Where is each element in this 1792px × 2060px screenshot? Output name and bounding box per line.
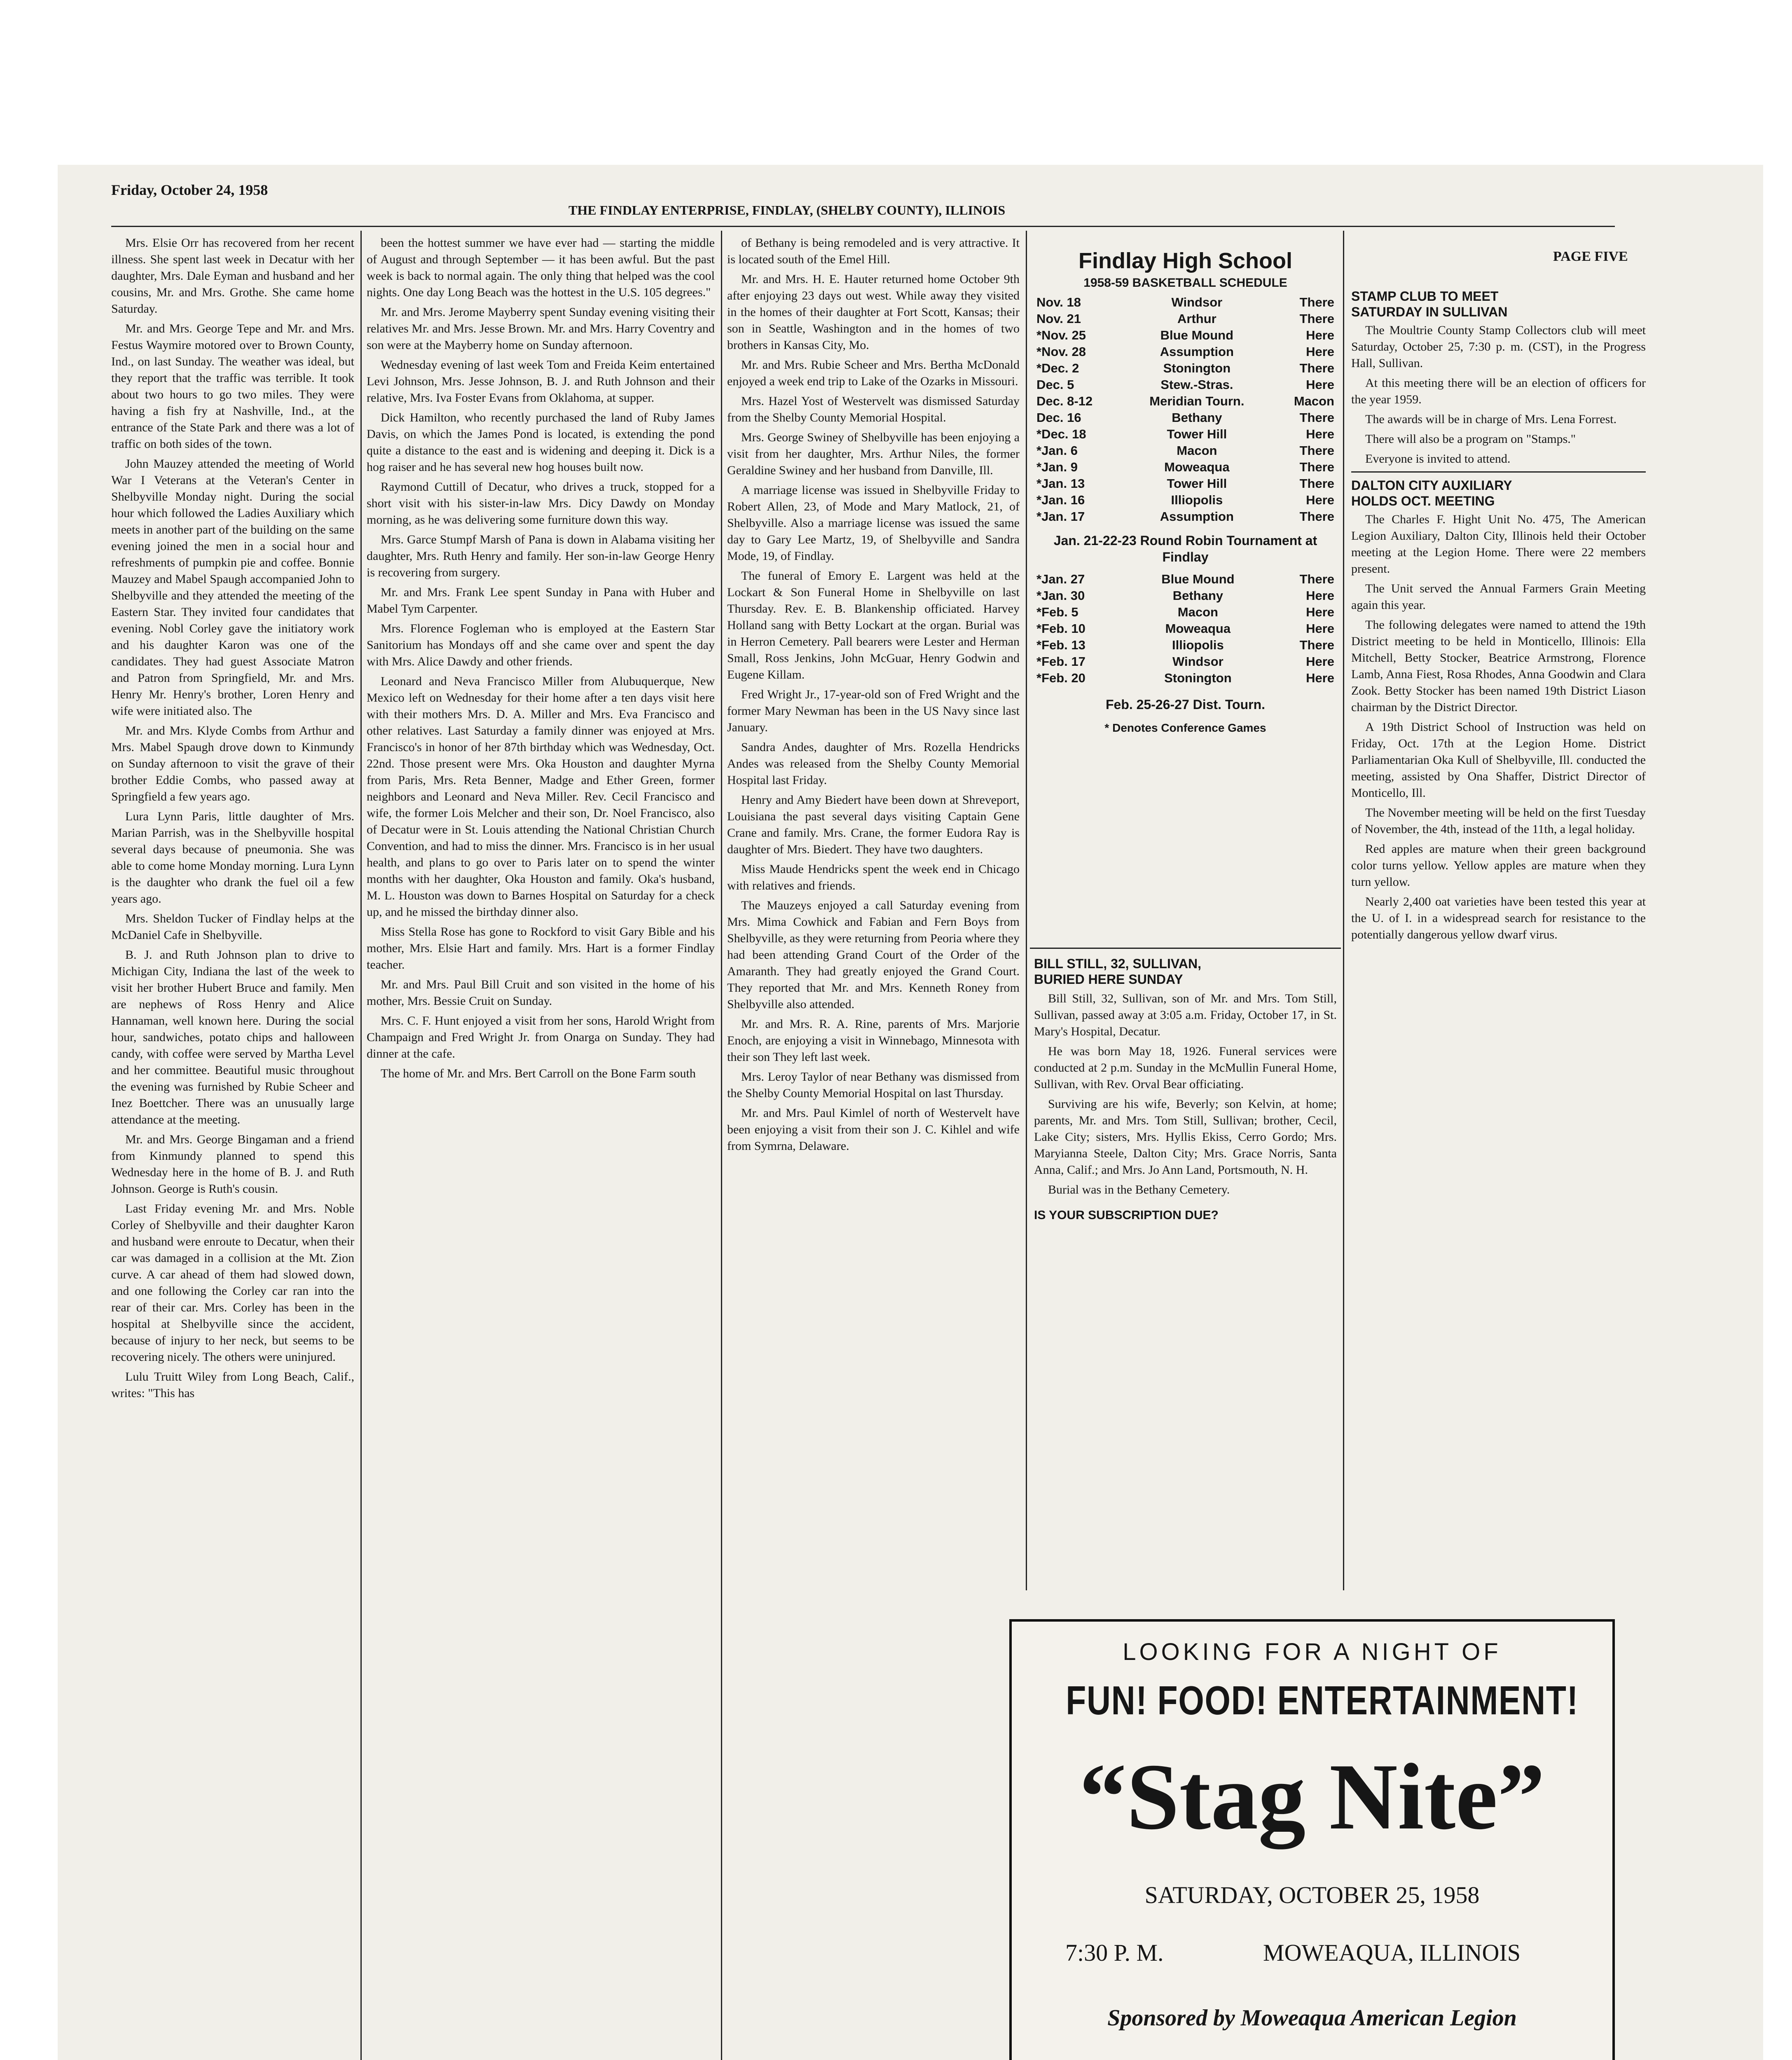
news-item: Mr. and Mrs. George Bingaman and a friend from Kinmundy planned to spend this Wednesday here in the home of B. J. and Ruth Johnson. George is Ruth's cousin. bbox=[111, 1133, 354, 1196]
schedule-opponent: Moweaqua bbox=[1165, 621, 1231, 636]
news-item: Leonard and Neva Francisco Miller from Alubuquerque, New Mexico left on Wednesday for their home after a ten days visit here with their mothers Mrs. D. A. Miller and Mrs. Eva Francisco and other relatives. Last Saturday a family dinner was enjoyed at Mrs. Francisco's in honor of her 87th birthday which was Wednesday, Oct. 22nd. Those present were Mrs. Oka Houston and daughter Myrna from Paris, Mrs. Reta Benner, Madge and Ether Green, former neighbors and Leonard and Neva Miller. Rev. Cecil Francisco and wife, the former Lois Melcher and their son, Dr. Noel Francisco, also of Decatur were in St. Louis attending the National Christian Church Convention, and had to miss the dinner. Mrs. Francisco is in her usual health, and plans to go over to Paris later on to spend the winter months with her daughter, Oka Houston and family. Oka's husband, M. L. Houston was down to Barnes Hospital on Saturday for a check up, and he missed the birthday dinner also. bbox=[367, 674, 715, 919]
schedule-opponent: Windsor bbox=[1171, 295, 1223, 309]
schedule-title: Findlay High School bbox=[1078, 248, 1292, 273]
schedule-location: There bbox=[1299, 476, 1334, 491]
schedule-date: Dec. 16 bbox=[1036, 410, 1081, 425]
news-item: The November meeting will be held on the first Tuesday of November, the 4th, instead of the 11th, a legal holiday. bbox=[1351, 806, 1646, 836]
news-item: Last Friday evening Mr. and Mrs. Noble Corley of Shelbyville and their daughter Karon and husband were enroute to Decatur, when their car was damaged in a collision at the Mt. Zion curve. A car ahead of them had slowed down, and one following the Corley car ran into the rear of their car. Mrs. Corley has been in the hospital at Shelbyville since the accident, because of injury to her neck, but seems to be recovering nicely. The others were uninjured. bbox=[111, 1202, 354, 1364]
subscription-due-notice: IS YOUR SUBSCRIPTION DUE? bbox=[1034, 1208, 1219, 1222]
news-item: of Bethany is being remodeled and is very attractive. It is located south of the Emel Hill. bbox=[727, 236, 1020, 266]
schedule-opponent: Tower Hill bbox=[1167, 476, 1227, 491]
news-item: Miss Stella Rose has gone to Rockford to visit Gary Bible and his mother, Mrs. Elsie Hart and family. Mrs. Hart is a former Findlay teacher. bbox=[367, 925, 715, 971]
schedule-date: Nov. 21 bbox=[1036, 311, 1081, 326]
schedule-date: *Feb. 10 bbox=[1036, 621, 1085, 636]
schedule-opponent: Assumption bbox=[1160, 344, 1234, 359]
schedule-date: Dec. 8-12 bbox=[1036, 394, 1093, 408]
news-column-2 bbox=[367, 235, 715, 2060]
news-item: Fred Wright Jr., 17-year-old son of Fred Wright and the former Mary Newman has been in the US Navy since last January. bbox=[727, 688, 1020, 734]
news-item: Mr. and Mrs. H. E. Hauter returned home October 9th after enjoying 23 days out west. While away they visited in the homes of their daughter at Fort Scott, Kansas; their son in Seattle, Washington and in the homes of two brothers in Kansas City, Mo. bbox=[727, 272, 1020, 352]
schedule-location: Here bbox=[1306, 621, 1334, 636]
news-column-5 bbox=[1351, 288, 1646, 1594]
column-rule-4 bbox=[1343, 231, 1344, 1590]
schedule-row bbox=[1034, 311, 1337, 327]
schedule-location: Here bbox=[1306, 427, 1334, 441]
column-rule-1 bbox=[360, 231, 362, 2060]
schedule-table-1 bbox=[1034, 294, 1337, 525]
schedule-location: There bbox=[1299, 361, 1334, 375]
schedule-opponent: Blue Mound bbox=[1161, 572, 1235, 586]
schedule-date: *Nov. 28 bbox=[1036, 344, 1086, 359]
schedule-location: There bbox=[1299, 638, 1334, 652]
news-item: Raymond Cuttill of Decatur, who drives a truck, stopped for a short visit with his sister-in-law Mrs. Dicy Dawdy on Monday morning, as he was delivering some furniture down this way. bbox=[367, 480, 715, 527]
news-item: Mr. and Mrs. Paul Bill Cruit and son visited in the home of his mother, Mrs. Bessie Cruit on Sunday. bbox=[367, 978, 715, 1008]
schedule-opponent: Bethany bbox=[1172, 410, 1222, 425]
schedule-location: Here bbox=[1306, 328, 1334, 342]
schedule-opponent: Stew.-Stras. bbox=[1160, 377, 1233, 392]
news-item: The following delegates were named to attend the 19th District meeting to be held in Monticello, Illinois: Ella Mitchell, Betty Stocker, Beatrice Armstrong, Florence Lamb, Anna Fiest, Rosa Rhodes, Anna Goodwin and Clara Zook. Betty Stocker has been named 19th District Liason chairman by the District Director. bbox=[1351, 618, 1646, 714]
schedule-row bbox=[1034, 508, 1337, 525]
schedule-opponent: Assumption bbox=[1160, 509, 1234, 524]
news-item: He was born May 18, 1926. Funeral services were conducted at 2 p.m. Sunday in the McMullin Funeral Home, Sullivan, with Rev. Orval Bear officiating. bbox=[1034, 1044, 1337, 1091]
issue-date: Friday, October 24, 1958 bbox=[111, 182, 268, 198]
news-item: Mrs. Hazel Yost of Westervelt was dismissed Saturday from the Shelby County Memorial Hospital. bbox=[727, 394, 1020, 424]
schedule-location: Here bbox=[1306, 654, 1334, 669]
news-item: Surviving are his wife, Beverly; son Kelvin, at home; parents, Mr. and Mrs. Tom Still, Sullivan; brother, Cecil, Lake City; sisters, Mrs. Hyllis Ekiss, Cerro Gordo; Mrs. Maryianna Steele, Dalton City; Mrs. Grace Norris, Santa Anna, Calif.; and Mrs. Jo Ann Land, Portsmouth, N. H. bbox=[1034, 1097, 1337, 1177]
schedule-location: There bbox=[1299, 443, 1334, 458]
news-item: The Unit served the Annual Farmers Grain Meeting again this year. bbox=[1351, 582, 1646, 612]
dalton-subheading: HOLDS OCT. MEETING bbox=[1351, 494, 1495, 508]
event-date: SATURDAY, OCTOBER 25, 1958 bbox=[1144, 1882, 1480, 1908]
schedule-location: Here bbox=[1306, 344, 1334, 359]
obituary-subheading: BURIED HERE SUNDAY bbox=[1034, 972, 1183, 987]
schedule-date: *Jan. 17 bbox=[1036, 509, 1085, 524]
news-item: Nearly 2,400 oat varieties have been tested this year at the U. of I. in a widespread search for resistance to the potentially dangerous yellow dwarf virus. bbox=[1351, 895, 1646, 941]
district-tourney-note: Feb. 25-26-27 Dist. Tourn. bbox=[1105, 697, 1266, 712]
schedule-location: Macon bbox=[1294, 394, 1334, 408]
news-item: A marriage license was issued in Shelbyville Friday to Robert Allen, 23, of Mode and Mary Matlock, 21, of Shelbyville. Also a marriage license was issued the same day to Gary Lee Martz, 19, of Shelbyville and Sandra Mode, 19, of Findlay. bbox=[727, 483, 1020, 563]
newspaper-title: THE FINDLAY ENTERPRISE, FINDLAY, (SHELBY COUNTY), ILLINOIS bbox=[568, 203, 1006, 218]
news-item: Mrs. C. F. Hunt enjoyed a visit from her sons, Harold Wright from Champaign and Fred Wright Jr. from Onarga on Sunday. They had dinner at the cafe. bbox=[367, 1014, 715, 1060]
schedule-location: There bbox=[1299, 509, 1334, 524]
news-item: Sandra Andes, daughter of Mrs. Rozella Hendricks Andes was released from the Shelby County Memorial Hospital last Friday. bbox=[727, 740, 1020, 787]
schedule-row bbox=[1034, 492, 1337, 508]
column-rule-3 bbox=[1026, 231, 1027, 1590]
schedule-row bbox=[1034, 604, 1337, 620]
schedule-row bbox=[1034, 294, 1337, 311]
schedule-opponent: Tower Hill bbox=[1167, 427, 1227, 441]
schedule-row bbox=[1034, 410, 1337, 426]
schedule-location: There bbox=[1299, 410, 1334, 425]
round-robin-note: Jan. 21-22-23 Round Robin Tournament at Findlay bbox=[1053, 533, 1317, 564]
news-item: Mr. and Mrs. R. A. Rine, parents of Mrs. Marjorie Enoch, are enjoying a visit in Winnebago, Minnesota with their son They left last week. bbox=[727, 1017, 1020, 1064]
schedule-bottom-rule bbox=[1030, 948, 1341, 949]
news-item: Mr. and Mrs. Frank Lee spent Sunday in Pana with Huber and Mabel Tym Carpenter. bbox=[367, 585, 715, 616]
schedule-opponent: Arthur bbox=[1177, 311, 1217, 326]
news-item: A 19th District School of Instruction was held on Friday, Oct. 17th at the Legion Home. District Parliamentarian Oka Kull of Shelbyville, Ill. conducted the meeting, assisted by Ona Shaffer, District Director of Monticello, Ill. bbox=[1351, 720, 1646, 800]
schedule-location: There bbox=[1299, 295, 1334, 309]
schedule-row bbox=[1034, 393, 1337, 410]
schedule-date: *Feb. 20 bbox=[1036, 671, 1085, 685]
column-rule-2 bbox=[721, 231, 722, 2060]
news-item: Lura Lynn Paris, little daughter of Mrs. Marian Parrish, was in the Shelbyville hospital several days because of pneumonia. She was able to come home Monday morning. Lura Lynn is the daughter who drank the fuel oil a few years ago. bbox=[111, 810, 354, 906]
news-item: Mrs. Elsie Orr has recovered from her recent illness. She spent last week in Decatur with her daughter, Mrs. Dale Eyman and husband and her cousins, Mr. and Mrs. Grothe. She came home Saturday. bbox=[111, 236, 354, 316]
news-item: Mrs. George Swiney of Shelbyville has been enjoying a visit from her daughter, Mrs. Arthur Niles, the former Geraldine Swiney and her husband from Danville, Ill. bbox=[727, 431, 1020, 477]
news-item: Miss Maude Hendricks spent the week end in Chicago with relatives and friends. bbox=[727, 862, 1020, 892]
ad-lead-line: LOOKING FOR A NIGHT OF bbox=[1123, 1639, 1502, 1665]
schedule-row bbox=[1034, 360, 1337, 377]
schedule-opponent: Stonington bbox=[1163, 361, 1231, 375]
news-item: been the hottest summer we have ever had — starting the middle of August and through September — it has been awful. But the past week is back to normal again. The only thing that helped was the cool nights. One day Long Beach was the hottest in the U.S. 105 degrees." bbox=[367, 236, 715, 299]
news-item: Mrs. Sheldon Tucker of Findlay helps at the McDaniel Cafe in Shelbyville. bbox=[111, 912, 354, 942]
schedule-opponent: Meridian Tourn. bbox=[1149, 394, 1245, 408]
schedule-opponent: Illiopolis bbox=[1172, 638, 1224, 652]
ad-fun-food-line: FUN! FOOD! ENTERTAINMENT! bbox=[1066, 1678, 1579, 1723]
schedule-location: There bbox=[1299, 311, 1334, 326]
schedule-row bbox=[1034, 588, 1337, 604]
dalton-heading: DALTON CITY AUXILIARY bbox=[1351, 478, 1512, 493]
event-time: 7:30 P. M. bbox=[1065, 1939, 1164, 1966]
still-obituary bbox=[1034, 956, 1337, 1590]
schedule-date: *Feb. 13 bbox=[1036, 638, 1085, 652]
schedule-date: *Jan. 6 bbox=[1036, 443, 1078, 458]
schedule-row bbox=[1034, 653, 1337, 670]
schedule-row bbox=[1034, 344, 1337, 360]
schedule-table-2 bbox=[1034, 571, 1337, 686]
schedule-date: *Jan. 13 bbox=[1036, 476, 1085, 491]
schedule-row bbox=[1034, 670, 1337, 686]
news-item: Henry and Amy Biedert have been down at Shreveport, Louisiana the past several days visiting Captain Gene Crane and family. Mrs. Crane, the former Eudora Ray is daughter of Mrs. Biedert. They have two daughters. bbox=[727, 793, 1020, 856]
news-item: Mrs. Garce Stumpf Marsh of Pana is down in Alabama visiting her daughter, Mrs. Ruth Henry and family. Her son-in-law George Henry is recovering from surgery. bbox=[367, 533, 715, 579]
news-item: The home of Mr. and Mrs. Bert Carroll on the Bone Farm south bbox=[381, 1067, 696, 1080]
schedule-date: Nov. 18 bbox=[1036, 295, 1081, 309]
news-item: Mr. and Mrs. Jerome Mayberry spent Sunday evening visiting their relatives Mr. and Mrs. Jesse Brown. Mr. and Mrs. Harry Coventry and son were at the Mayberry home on Sunday afternoon. bbox=[367, 305, 715, 352]
schedule-opponent: Moweaqua bbox=[1164, 460, 1230, 474]
schedule-opponent: Bethany bbox=[1172, 588, 1224, 603]
schedule-date: Dec. 5 bbox=[1036, 377, 1074, 392]
news-item: Mr. and Mrs. Paul Kimlel of north of Westervelt have been enjoying a visit from their son J. C. Kihlel and wife from Symrna, Delaware. bbox=[727, 1106, 1020, 1153]
schedule-date: *Dec. 2 bbox=[1036, 361, 1079, 375]
schedule-row bbox=[1034, 475, 1337, 492]
schedule-date: *Jan. 30 bbox=[1036, 588, 1085, 603]
news-item: Mrs. Leroy Taylor of near Bethany was dismissed from the Shelby County Memorial Hospital on last Thursday. bbox=[727, 1070, 1020, 1100]
schedule-row bbox=[1034, 571, 1337, 588]
schedule-opponent: Windsor bbox=[1172, 654, 1224, 669]
section-rule bbox=[1351, 471, 1646, 473]
schedule-location: Here bbox=[1306, 671, 1334, 685]
news-column-1 bbox=[111, 235, 354, 2060]
news-item: Everyone is invited to attend. bbox=[1365, 452, 1511, 466]
schedule-opponent: Stonington bbox=[1164, 671, 1232, 685]
news-item: Mr. and Mrs. Klyde Combs from Arthur and Mrs. Mabel Spaugh drove down to Kinmundy on Sunday afternoon to visit the grave of their brother Eddie Combs, who passed away at Springfield a few years ago. bbox=[111, 724, 354, 803]
stamp-club-heading: STAMP CLUB TO MEET bbox=[1351, 289, 1499, 304]
schedule-row bbox=[1034, 459, 1337, 475]
news-item: B. J. and Ruth Johnson plan to drive to Michigan City, Indiana the last of the week to visit her brother Hubert Bruce and family. Men are nephews of Ross Henry and Alice Hannaman, well known here. During the social hour, sandwiches, potato chips and halloween candy, with coffee were served by Martha Level and her committee. Beautiful music throughout the evening was furnished by Rubie Scheer and Inez Boettcher. There was an unusually large attendance at the meeting. bbox=[111, 948, 354, 1126]
schedule-date: *Nov. 25 bbox=[1036, 328, 1086, 342]
news-item: The Charles F. Hight Unit No. 475, The American Legion Auxiliary, Dalton City, Illinois held their October meeting at the Legion Home. There were 22 members present. bbox=[1351, 513, 1646, 576]
stamp-club-subheading: SATURDAY IN SULLIVAN bbox=[1351, 304, 1508, 319]
news-item: At this meeting there will be an election of officers for the year 1959. bbox=[1351, 376, 1646, 406]
schedule-date: *Jan. 27 bbox=[1036, 572, 1085, 586]
event-place: MOWEAQUA, ILLINOIS bbox=[1263, 1939, 1521, 1966]
news-item: The Mauzeys enjoyed a call Saturday evening from Mrs. Mima Cowhick and Fabian and Fern Boys from Shelbyville, as they were returning from Peoria where they had been attending Grand Court of the Order of the Amaranth. They had greatly enjoyed the Grand Court. They reported that Mr. and Mrs. Kenneth Roney from Shelbyville also attended. bbox=[727, 899, 1020, 1011]
news-item: Mr. and Mrs. George Tepe and Mr. and Mrs. Festus Waymire motored over to Brown County, Ind., on last Sunday. The weather was ideal, but they report that the traffic was terrible. It took about two hours to go two miles. They were having a fish fry at Nashville, Ind., at the entrance of the State Park and there was a lot of traffic on both sides of the town. bbox=[111, 322, 354, 451]
schedule-location: There bbox=[1299, 572, 1334, 586]
schedule-row bbox=[1034, 327, 1337, 344]
schedule-subtitle: 1958-59 BASKETBALL SCHEDULE bbox=[1083, 276, 1287, 290]
news-column-3 bbox=[727, 235, 1020, 2060]
schedule-row bbox=[1034, 620, 1337, 637]
schedule-opponent: Blue Mound bbox=[1160, 328, 1234, 342]
page-number: PAGE FIVE bbox=[1553, 249, 1628, 264]
stag-nite-title: “Stag Nite” bbox=[1079, 1744, 1545, 1849]
news-item: Dick Hamilton, who recently purchased the land of Ruby James Davis, on which the James Pond is located, is extending the pond quite a distance to the east and is widening and deeping it. Dick is a hog raiser and he has several new hog houses built now. bbox=[367, 411, 715, 474]
event-sponsor: Sponsored by Moweaqua American Legion bbox=[1107, 2005, 1517, 2031]
news-item: Lulu Truitt Wiley from Long Beach, Calif., writes: "This has bbox=[111, 1370, 354, 1400]
schedule-date: *Feb. 5 bbox=[1036, 605, 1078, 619]
schedule-opponent: Macon bbox=[1177, 443, 1217, 458]
news-item: The Moultrie County Stamp Collectors club will meet Saturday, October 25, 7:30 p. m. (CST), in the Progress Hall, Sullivan. bbox=[1351, 323, 1646, 370]
news-item: Wednesday evening of last week Tom and Freida Keim entertained Levi Johnson, Mrs. Jesse Johnson, B. J. and Ruth Johnson and their relative, Mrs. Iva Foster Evans from Oklahoma, at supper. bbox=[367, 358, 715, 405]
news-item: Burial was in the Bethany Cemetery. bbox=[1048, 1183, 1230, 1196]
schedule-opponent: Illiopolis bbox=[1171, 493, 1223, 507]
stag-nite-ad bbox=[1009, 1619, 1615, 2060]
schedule-date: *Jan. 16 bbox=[1036, 493, 1085, 507]
schedule-row bbox=[1034, 377, 1337, 393]
news-item: Mrs. Florence Fogleman who is employed at the Eastern Star Sanitorium has Mondays off and she came over and spent the day with Mrs. Alice Dawdy and other friends. bbox=[367, 622, 715, 668]
schedule-location: Here bbox=[1306, 605, 1334, 619]
conference-footnote: * Denotes Conference Games bbox=[1104, 721, 1266, 734]
news-item: Red apples are mature when their green background color turns yellow. Yellow apples are mature when they turn yellow. bbox=[1351, 842, 1646, 889]
news-item: There will also be a program on "Stamps." bbox=[1365, 432, 1576, 446]
schedule-location: Here bbox=[1306, 493, 1334, 507]
news-item: The awards will be in charge of Mrs. Lena Forrest. bbox=[1365, 412, 1617, 426]
schedule-location: Here bbox=[1306, 588, 1334, 603]
obituary-heading: BILL STILL, 32, SULLIVAN, bbox=[1034, 956, 1201, 971]
schedule-date: *Jan. 9 bbox=[1036, 460, 1078, 474]
basketball-schedule bbox=[1034, 247, 1337, 865]
masthead-rule bbox=[111, 226, 1615, 227]
schedule-row bbox=[1034, 442, 1337, 459]
news-item: John Mauzey attended the meeting of World War I Veterans at the Veteran's Center in Shelbyville Monday night. During the social hour which followed the Ladies Auxiliary which meets in another part of the building on the same evening joined the men in a social hour and refreshments of pumpkin pie and coffee. Bonnie Mauzey and Mabel Spaugh accompanied John to Shelbyville and they attended the meeting of the Eastern Star. They invited four candidates that evening. Nobl Corley gave the initiatory work and his daughter Karon was one of the candidates. They had guest Associate Matron and Patron from Springfield, Mr. and Mrs. Henry Mr. Henry's brother, Loren Henry and wife were initiated also. The bbox=[111, 457, 354, 718]
schedule-row bbox=[1034, 426, 1337, 442]
news-item: Bill Still, 32, Sullivan, son of Mr. and Mrs. Tom Still, Sullivan, passed away at 3:05 a.m. Friday, October 17, in St. Mary's Hospital, Decatur. bbox=[1034, 992, 1337, 1038]
schedule-date: *Dec. 18 bbox=[1036, 427, 1086, 441]
schedule-opponent: Macon bbox=[1177, 605, 1218, 619]
schedule-date: *Feb. 17 bbox=[1036, 654, 1085, 669]
news-item: Mr. and Mrs. Rubie Scheer and Mrs. Bertha McDonald enjoyed a week end trip to Lake of the Ozarks in Missouri. bbox=[727, 358, 1020, 388]
schedule-location: There bbox=[1299, 460, 1334, 474]
schedule-location: Here bbox=[1306, 377, 1334, 392]
news-item: The funeral of Emory E. Largent was held at the Lockart & Son Funeral Home in Shelbyville on last Thursday. Rev. E. B. Blankenship officiated. Harvey Holland sang with Betty Lockart at the organ. Burial was in Herron Cemetery. Pall bearers were Lester and Herman Small, Ross Jenkins, John McGuar, Henry Godwin and Eugene Killam. bbox=[727, 569, 1020, 681]
schedule-row bbox=[1034, 637, 1337, 653]
